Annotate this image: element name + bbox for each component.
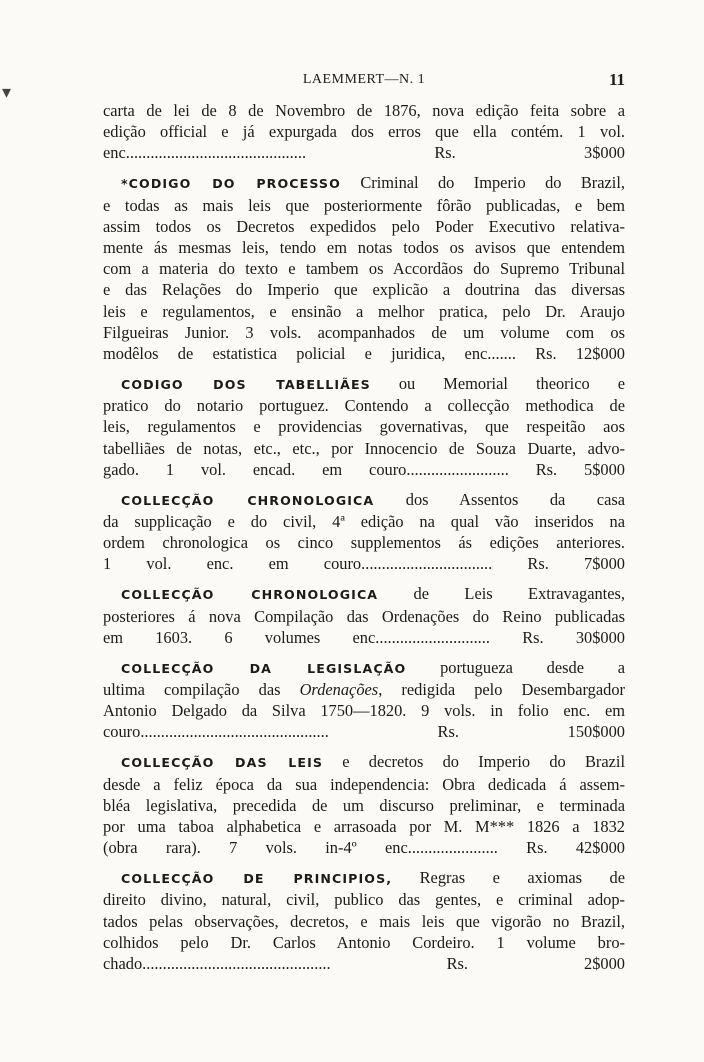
entry-first-line <box>103 373 625 395</box>
entry-first-line <box>103 751 625 773</box>
running-head: LAEMMERT—N. 1 <box>302 72 426 87</box>
catalogue-entry <box>103 373 625 480</box>
text-line: mente ás mesmas leis, tendo em notas todos os avisos que entendem <box>103 238 625 258</box>
text-fragment: ultima compilação das <box>103 680 300 700</box>
text-line: edição official e já expurgada dos erros que ella contém. 1 vol. <box>103 122 625 142</box>
text-line: ordem chronologica os cinco supplementos ás edições anteriores. <box>103 533 625 553</box>
entry-text: ou Memorial theorico e <box>370 374 625 394</box>
text-line <box>103 679 625 700</box>
text-fragment: , redigida pelo Desembargador <box>378 680 625 700</box>
catalogue-entry <box>103 172 625 364</box>
catalogue-entry <box>103 751 625 858</box>
entry-first-line <box>103 583 625 605</box>
entry-title: COLLECÇÃO CHRONOLOGICA <box>121 492 375 508</box>
entry-first-line <box>103 489 625 511</box>
catalogue-entry <box>103 489 625 575</box>
entry-title: *CODIGO DO PROCESSO <box>121 176 341 192</box>
entry-text: e decretos do Imperio do Brazil <box>323 752 625 772</box>
margin-mark-icon: ▾ <box>2 82 12 103</box>
catalogue-entry <box>103 867 625 974</box>
text-line: bléa legislativa, precedida de um discurso preliminar, e terminada <box>103 795 625 815</box>
text-line: assim todos os Decretos expedidos pelo Poder Executivo relativa- <box>103 216 625 236</box>
catalogue-entry <box>103 657 625 743</box>
page-number: 11 <box>608 70 625 89</box>
text-line: tabelliães de notas, etc., etc., por Innocencio de Souza Duarte, advo- <box>103 438 625 458</box>
entry-text: Criminal do Imperio do Brazil, <box>340 173 626 193</box>
italic-title: Ordenações <box>299 680 379 700</box>
text-line: com a materia do texto e tambem os Accordãos do Supremo Tribunal <box>103 259 625 279</box>
entry-title: COLLECÇÃO CHRONOLOGICA <box>121 587 379 603</box>
catalogue-entry <box>103 100 625 164</box>
text-line: leis e regulamentos, e ensinão a melhor pratica, pelo Dr. Araujo <box>103 301 625 321</box>
text-line: colhidos pelo Dr. Carlos Antonio Cordeiro. 1 volume bro- <box>103 932 625 952</box>
entry-title: COLLECÇÃO DE PRINCIPIOS, <box>121 871 393 887</box>
catalogue-entry <box>103 583 625 648</box>
price-line: em 1603. 6 volumes enc............................ Rs. 30$000 <box>103 627 625 647</box>
entry-title: COLLECÇÃO DA LEGISLAÇÃO <box>121 660 407 676</box>
text-line: pratico do notario portuguez. Contendo a collecção methodica de <box>103 396 625 416</box>
entry-text: dos Assentos da casa <box>374 489 625 509</box>
text-line: tados pelas observações, decretos, e mais leis que vigorão no Brazil, <box>103 911 625 931</box>
price-line: 1 vol. enc. em couro................................ Rs. 7$000 <box>103 554 625 574</box>
page-header <box>103 72 625 94</box>
text-line: posteriores á nova Compilação das Ordenações do Reino publicadas <box>103 606 625 626</box>
price-line: gado. 1 vol. encad. em couro......................... Rs. 5$000 <box>103 459 625 479</box>
entry-text: Regras e axiomas de <box>392 868 625 888</box>
entry-first-line <box>103 172 625 194</box>
text-line: direito divino, natural, civil, publico das gentes, e criminal adop- <box>103 890 625 910</box>
text-line: e das Relações do Imperio que explicão a doutrina das diversas <box>103 280 625 300</box>
price-line: modêlos de estatistica policial e juridica, enc....... Rs. 12$000 <box>103 344 625 364</box>
entry-text: de Leis Extravagantes, <box>378 584 625 604</box>
price-line: chado.............................................. Rs. 2$000 <box>103 954 625 974</box>
entry-title: CODIGO DOS TABELLIÃES <box>121 377 371 393</box>
text-line: por uma taboa alphabetica e arrasoada por M. M*** 1826 a 1832 <box>103 817 625 837</box>
price-line: enc............................................ Rs. 3$000 <box>103 143 625 163</box>
text-line: e todas as mais leis que posteriormente fôrão publicadas, e bem <box>103 195 625 215</box>
entry-first-line <box>103 867 625 889</box>
text-line: carta de lei de 8 de Novembro de 1876, nova edição feita sobre a <box>103 101 625 120</box>
text-line: Antonio Delgado da Silva 1750—1820. 9 vols. in folio enc. em <box>103 701 625 721</box>
price-line: (obra rara). 7 vols. in-4º enc...................... Rs. 42$000 <box>103 838 625 858</box>
text-line: desde a feliz época da sua independencia: Obra dedicada á assem- <box>103 774 625 794</box>
price-line: couro.............................................. Rs. 150$000 <box>103 722 625 742</box>
text-line: Filgueiras Junior. 3 vols. acompanhados de um volume com os <box>103 322 625 342</box>
entry-text: portugueza desde a <box>406 657 626 677</box>
text-line: da supplicação e do civil, 4ª edição na qual vão inseridos na <box>103 512 625 532</box>
text-line: leis, regulamentos e providencias governativas, que respeitão aos <box>103 417 625 437</box>
entry-title: COLLECÇÃO DAS LEIS <box>121 755 324 771</box>
catalogue-body <box>103 100 625 983</box>
entry-first-line <box>103 657 625 679</box>
